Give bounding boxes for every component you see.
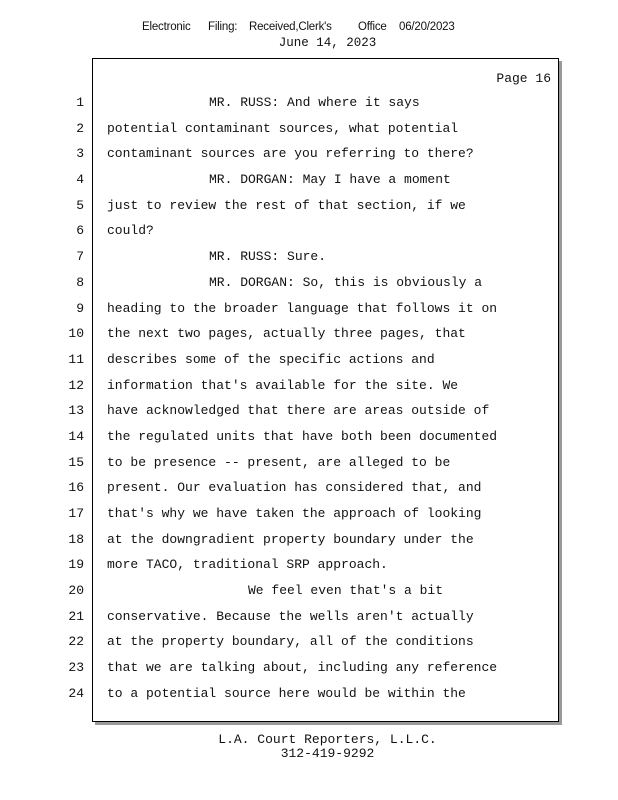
line-number: 7	[76, 249, 84, 265]
line-number: 12	[68, 377, 84, 393]
line-number: 1	[76, 95, 84, 110]
line-number: 10	[68, 326, 84, 342]
transcript-line: contaminant sources are you referring to there?	[107, 146, 474, 162]
transcript-line: potential contaminant sources, what potential	[107, 120, 459, 136]
filing-date: 06/20/2023	[399, 21, 455, 33]
transcript-date: June 14, 2023	[278, 36, 377, 50]
line-number: 15	[68, 454, 84, 470]
transcript-line: MR. DORGAN: So, this is obviously a	[209, 274, 483, 290]
transcript-line: that's why we have taken the approach of looking	[107, 506, 482, 521]
line-number: 6	[76, 223, 84, 239]
transcript-line: the next two pages, actually three pages, that	[107, 326, 466, 342]
line-number: 16	[68, 480, 84, 496]
line-number: 14	[68, 428, 84, 444]
line-number: 11	[68, 351, 84, 367]
transcript-line: at the property boundary, all of the conditions	[107, 634, 474, 650]
line-number: 8	[76, 274, 84, 290]
line-number: 2	[76, 120, 84, 136]
transcript-line: heading to the broader language that follows it on	[107, 300, 498, 316]
line-number: 24	[68, 685, 84, 701]
line-number: 5	[76, 197, 84, 213]
line-number: 3	[76, 146, 84, 162]
reporter-phone: 312-419-9292	[280, 746, 375, 761]
transcript-line: conservative. Because the wells aren't actually	[107, 608, 474, 624]
filing-stamp	[0, 21, 618, 35]
transcript-line: describes some of the specific actions and	[107, 351, 435, 367]
line-number: 13	[68, 403, 84, 419]
filing-word: Filing:	[208, 21, 238, 33]
transcript-line: could?	[107, 223, 154, 239]
line-number: 9	[76, 300, 84, 316]
line-number: 17	[68, 506, 84, 521]
line-number: 23	[68, 660, 84, 676]
transcript-line: present. Our evaluation has considered that, and	[107, 480, 482, 496]
filing-word: Office	[358, 21, 387, 33]
transcript-text	[107, 94, 552, 711]
line-number: 19	[68, 557, 84, 573]
transcript-line: information that's available for the site. We	[107, 377, 459, 393]
transcript-line: to be presence -- present, are alleged to be	[107, 454, 451, 470]
line-number: 21	[68, 608, 84, 624]
transcript-line: We feel even that's a bit	[248, 583, 444, 599]
transcript-line: more TACO, traditional SRP approach.	[107, 557, 388, 573]
transcript-line: at the downgradient property boundary under the	[107, 531, 474, 547]
transcript-line: that we are talking about, including any reference	[107, 660, 498, 676]
page-number: Page 16	[496, 71, 551, 86]
line-number: 18	[68, 531, 84, 547]
transcript-line: the regulated units that have both been documented	[107, 428, 498, 444]
transcript-line: MR. RUSS: Sure.	[209, 249, 327, 265]
reporter-footer	[0, 733, 618, 761]
transcript-line: just to review the rest of that section, if we	[107, 197, 466, 213]
filing-word: Received,Clerk's	[249, 21, 332, 33]
line-number: 4	[76, 172, 84, 188]
reporter-company: L.A. Court Reporters, L.L.C.	[218, 732, 437, 747]
transcript-line: MR. RUSS: And where it says	[209, 95, 420, 110]
filing-word: Electronic	[142, 21, 191, 33]
transcript-line: to a potential source here would be within the	[107, 685, 466, 701]
line-number: 20	[68, 583, 84, 599]
transcript-line: have acknowledged that there are areas outside of	[107, 403, 490, 419]
line-number-column	[60, 94, 84, 711]
transcript-line: MR. DORGAN: May I have a moment	[209, 172, 451, 188]
line-number: 22	[68, 634, 84, 650]
